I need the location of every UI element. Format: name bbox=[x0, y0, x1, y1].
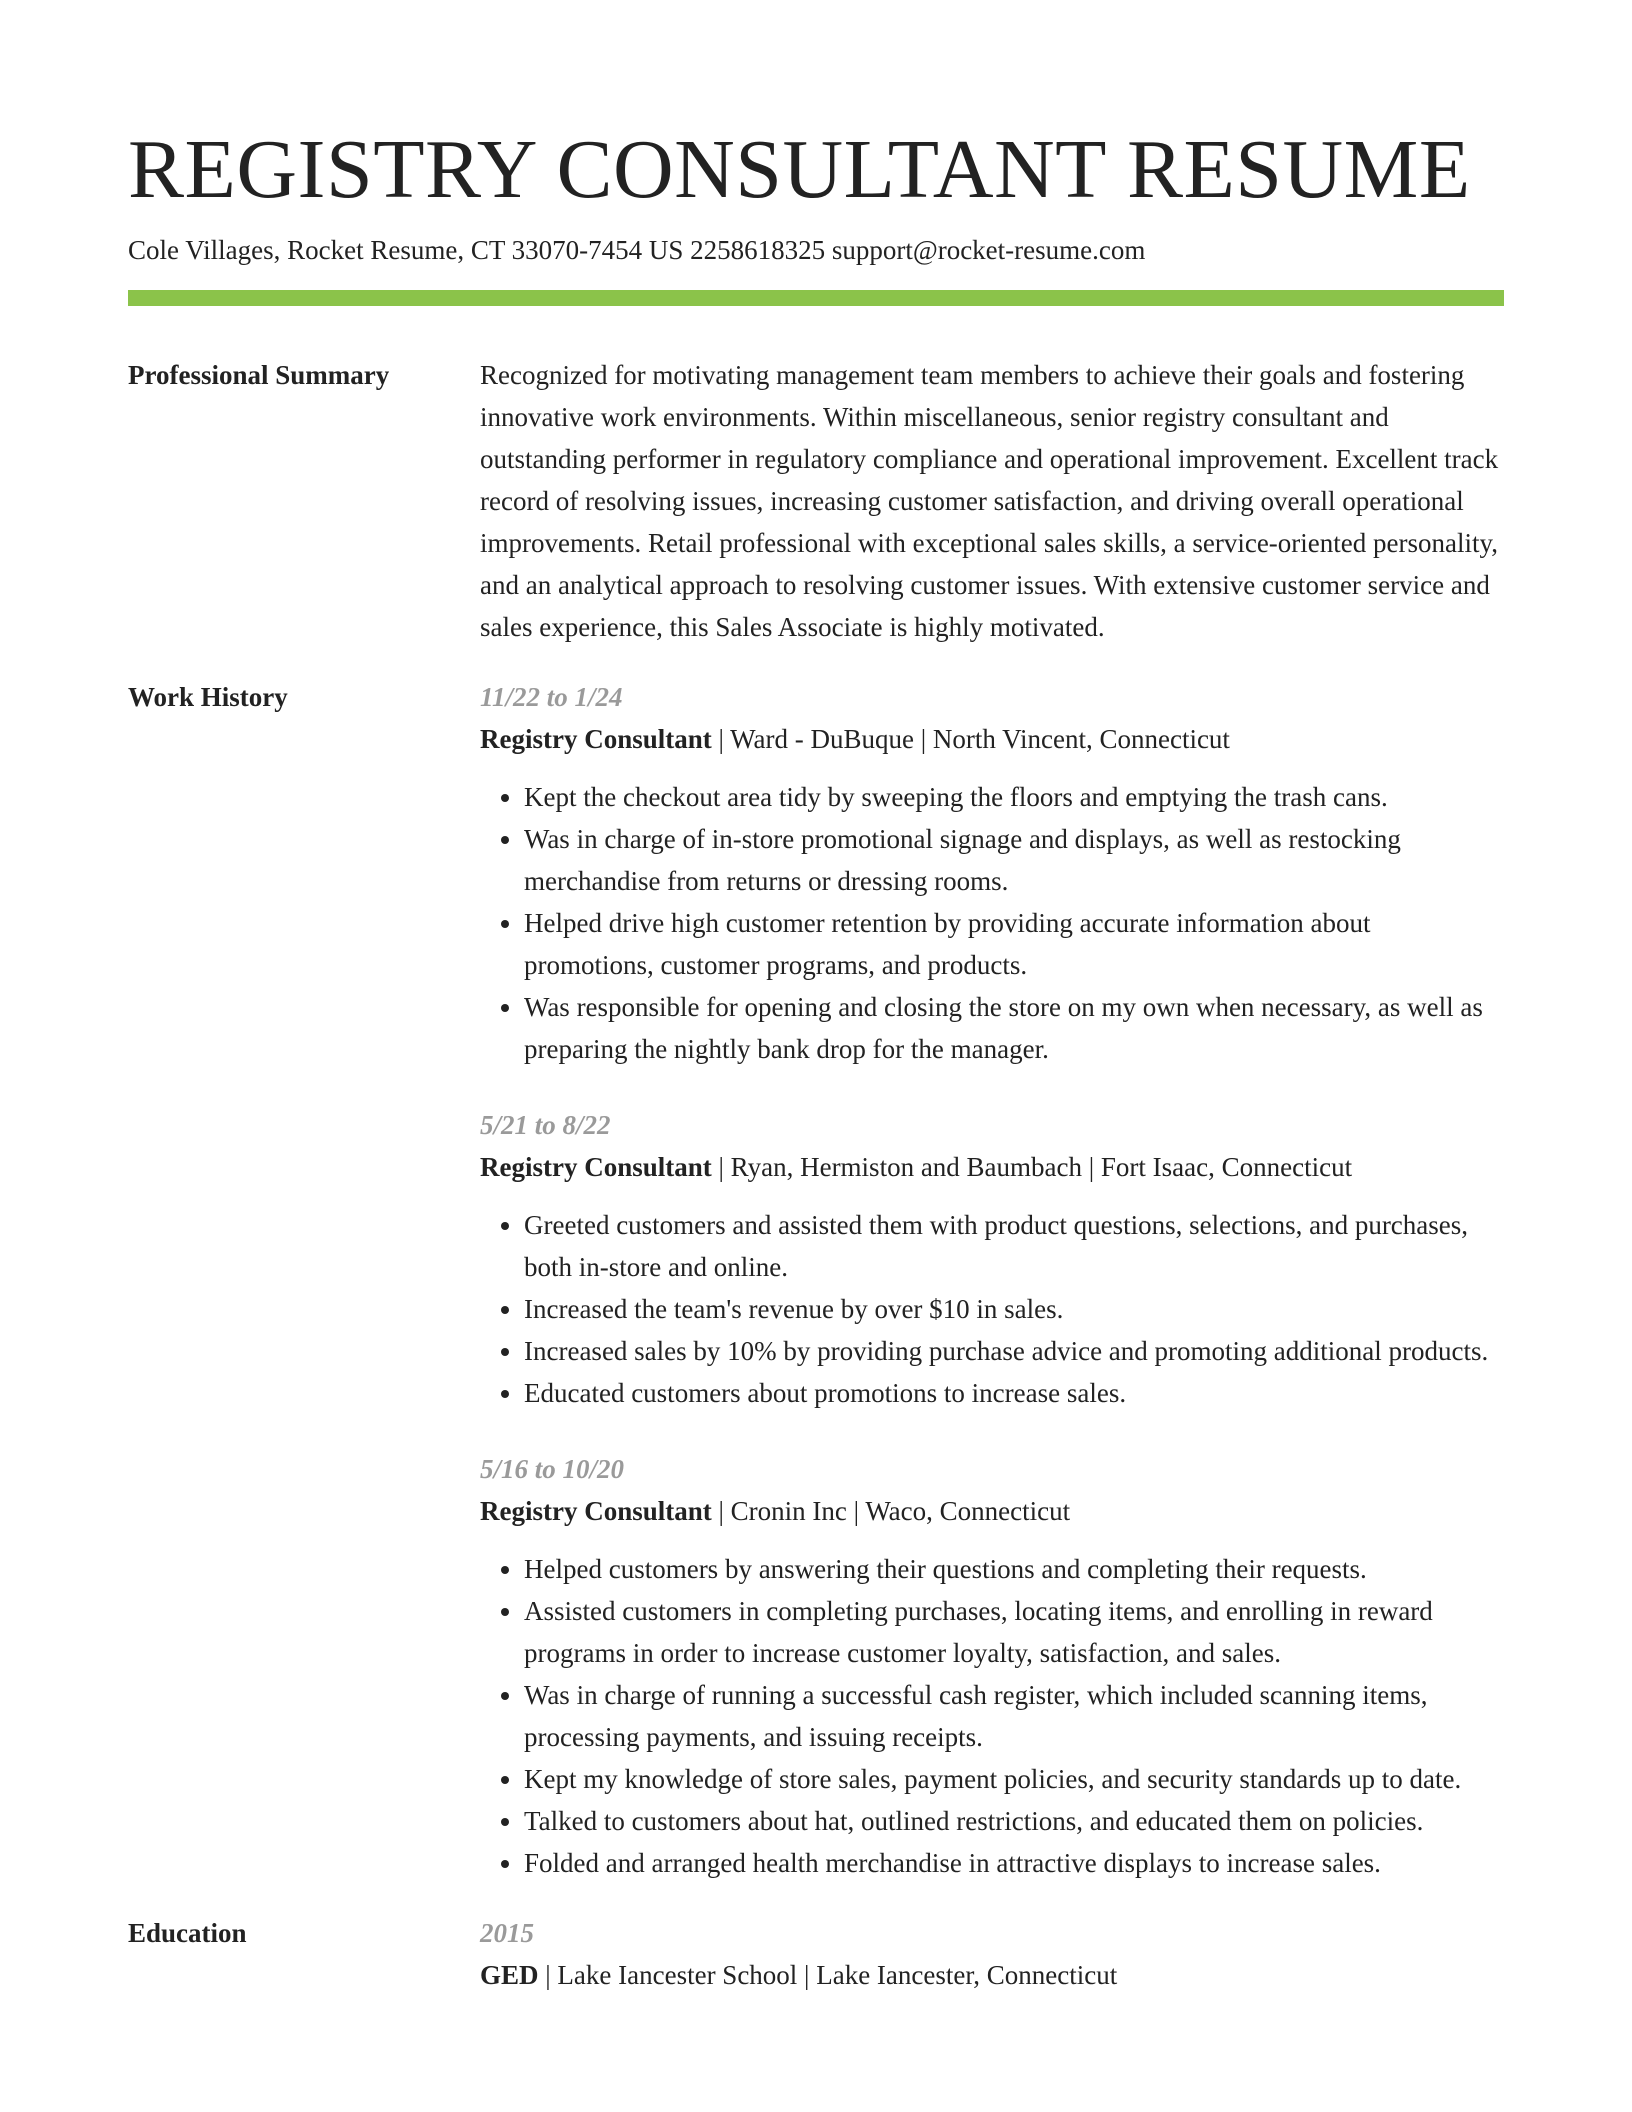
degree: GED bbox=[480, 1960, 539, 1990]
job-dates: 11/22 to 1/24 bbox=[480, 682, 623, 712]
job-dates: 5/21 to 8/22 bbox=[480, 1110, 611, 1140]
list-item: • Helped drive high customer retention by providing accurate information about promotions, customer programs, and products. bbox=[524, 902, 1504, 986]
list-item: • Was responsible for opening and closing the store on my own when necessary, as well as preparing the nightly bank drop for the manager. bbox=[524, 986, 1504, 1070]
summary-text: Recognized for motivating management team members to achieve their goals and fostering innovative work environments. Within miscellaneous, senior registry consultant and outstanding performer in regulatory compliance and operational improvement. Excellent track record of resolving issues, increasing customer satisfaction, and driving overall operational improvements. Retail professional with exceptional sales skills, a service-oriented personality, and an analytical approach to resolving customer issues. With extensive customer service and sales experience, this Sales Associate is highly motivated. bbox=[480, 360, 1499, 642]
job-role-line bbox=[480, 1146, 1504, 1188]
list-item: • Increased sales by 10% by providing purchase advice and promoting additional products. bbox=[524, 1330, 1504, 1372]
list-item: • Folded and arranged health merchandise in attractive displays to increase sales. bbox=[524, 1842, 1504, 1884]
section-label: Education bbox=[128, 1918, 247, 1948]
job-entry bbox=[480, 676, 1504, 1070]
list-item: • Kept my knowledge of store sales, payment policies, and security standards up to date. bbox=[524, 1758, 1504, 1800]
job-title: Registry Consultant bbox=[480, 1152, 712, 1182]
job-title: Registry Consultant bbox=[480, 724, 712, 754]
education-line bbox=[480, 1954, 1504, 1996]
job-bullets bbox=[480, 1548, 1504, 1884]
job-dates: 5/16 to 10/20 bbox=[480, 1454, 625, 1484]
education-entry bbox=[480, 1912, 1504, 1996]
contact-line: Cole Villages, Rocket Resume, CT 33070-7454 US 2258618325 support@rocket-resume.com bbox=[128, 235, 1146, 265]
education-dates: 2015 bbox=[480, 1918, 534, 1948]
list-item: • Assisted customers in completing purchases, locating items, and enrolling in reward programs in order to increase customer loyalty, satisfaction, and sales. bbox=[524, 1590, 1504, 1674]
job-bullets bbox=[480, 1204, 1504, 1414]
job-details: | Ryan, Hermiston and Baumbach | Fort Isaac, Connecticut bbox=[711, 1152, 1353, 1182]
work-history-list bbox=[480, 676, 1504, 1884]
list-item: • Was in charge of in-store promotional signage and displays, as well as restocking merchandise from returns or dressing rooms. bbox=[524, 818, 1504, 902]
job-entry bbox=[480, 1104, 1504, 1414]
education-details: | Lake Iancester School | Lake Iancester, Connecticut bbox=[538, 1960, 1118, 1990]
job-role-line bbox=[480, 718, 1504, 760]
accent-divider bbox=[128, 290, 1504, 306]
list-item: • Greeted customers and assisted them with product questions, selections, and purchases, both in-store and online. bbox=[524, 1204, 1504, 1288]
list-item: • Helped customers by answering their questions and completing their requests. bbox=[524, 1548, 1504, 1590]
job-details: | Cronin Inc | Waco, Connecticut bbox=[711, 1496, 1071, 1526]
job-bullets bbox=[480, 776, 1504, 1070]
list-item: • Talked to customers about hat, outlined restrictions, and educated them on policies. bbox=[524, 1800, 1504, 1842]
job-details: | Ward - DuBuque | North Vincent, Connecticut bbox=[711, 724, 1230, 754]
job-entry bbox=[480, 1448, 1504, 1884]
education-section bbox=[128, 1912, 1504, 1996]
list-item: • Educated customers about promotions to increase sales. bbox=[524, 1372, 1504, 1414]
list-item: • Was in charge of running a successful cash register, which included scanning items, processing payments, and issuing receipts. bbox=[524, 1674, 1504, 1758]
work-history-section bbox=[128, 676, 1504, 1884]
list-item: • Increased the team's revenue by over $10 in sales. bbox=[524, 1288, 1504, 1330]
professional-summary-section bbox=[128, 354, 1504, 648]
resume-title: REGISTRY CONSULTANT RESUME bbox=[128, 123, 1471, 216]
resume-page bbox=[128, 120, 1504, 1996]
section-label: Professional Summary bbox=[128, 360, 390, 390]
list-item: • Kept the checkout area tidy by sweeping the floors and emptying the trash cans. bbox=[524, 776, 1504, 818]
section-label: Work History bbox=[128, 682, 288, 712]
job-title: Registry Consultant bbox=[480, 1496, 712, 1526]
job-role-line bbox=[480, 1490, 1504, 1532]
